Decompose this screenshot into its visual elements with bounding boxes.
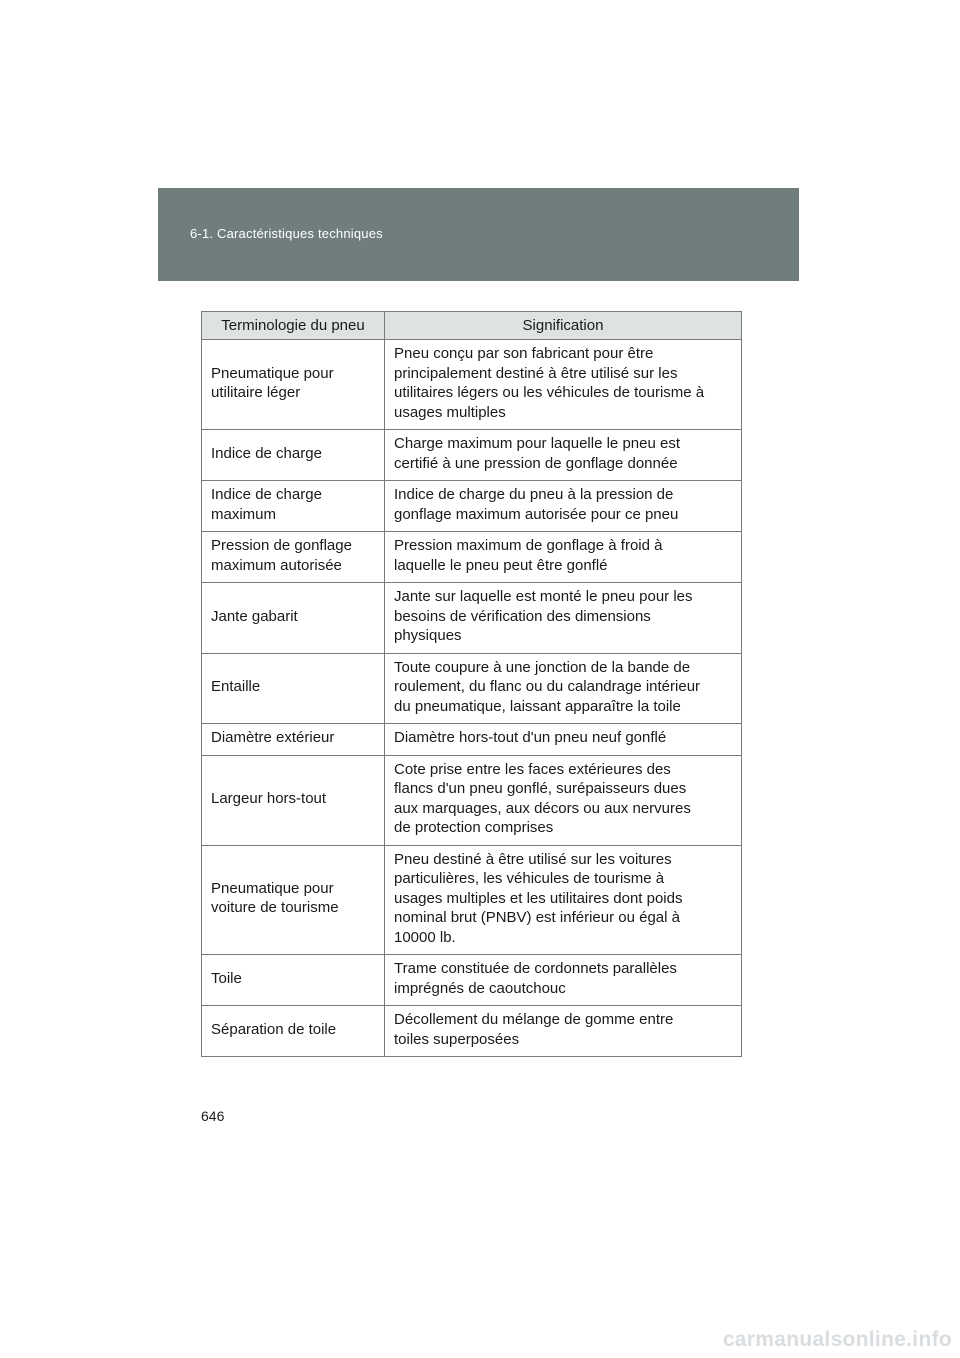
tire-terminology-table <box>201 311 742 1057</box>
table-row <box>202 955 742 1006</box>
column-header-meaning: Signification <box>385 312 742 340</box>
term-cell: Séparation de toile <box>202 1006 385 1057</box>
term-cell: Pneumatique pour voiture de tourisme <box>202 845 385 955</box>
meaning-cell: Cote prise entre les faces extérieures des flancs d'un pneu gonflé, surépaisseurs dues aux marquages, aux décors ou aux nervures de protection comprises <box>385 755 742 845</box>
term-cell: Pression de gonflage maximum autorisée <box>202 532 385 583</box>
meaning-cell: Charge maximum pour laquelle le pneu est certifié à une pression de gonflage donnée <box>385 430 742 481</box>
watermark-text: carmanualsonline.info <box>722 1328 952 1351</box>
table-header-row <box>202 312 742 340</box>
meaning-cell: Diamètre hors-tout d'un pneu neuf gonflé <box>385 724 742 756</box>
meaning-cell: Pneu conçu par son fabricant pour être principalement destiné à être utilisé sur les utilitaires légers ou les véhicules de tourisme à usages multiples <box>385 340 742 430</box>
meaning-cell: Jante sur laquelle est monté le pneu pour les besoins de vérification des dimensions physiques <box>385 583 742 654</box>
table-row <box>202 755 742 845</box>
table-row <box>202 340 742 430</box>
table-row <box>202 532 742 583</box>
column-header-term: Terminologie du pneu <box>202 312 385 340</box>
meaning-cell: Trame constituée de cordonnets parallèles imprégnés de caoutchouc <box>385 955 742 1006</box>
table-row <box>202 430 742 481</box>
term-cell: Largeur hors-tout <box>202 755 385 845</box>
table-body <box>202 340 742 1057</box>
page-number: 646 <box>201 1108 225 1124</box>
table-row <box>202 481 742 532</box>
meaning-cell: Pneu destiné à être utilisé sur les voitures particulières, les véhicules de tourisme à usages multiples et les utilitaires dont poids nominal brut (PNBV) est inférieur ou égal à 10000 lb. <box>385 845 742 955</box>
table-row <box>202 724 742 756</box>
table-row <box>202 845 742 955</box>
term-cell: Indice de charge maximum <box>202 481 385 532</box>
table-row <box>202 1006 742 1057</box>
term-cell: Toile <box>202 955 385 1006</box>
term-cell: Pneumatique pour utilitaire léger <box>202 340 385 430</box>
term-cell: Diamètre extérieur <box>202 724 385 756</box>
meaning-cell: Toute coupure à une jonction de la bande de roulement, du flanc ou du calandrage intérieur du pneumatique, laissant apparaître la toile <box>385 653 742 724</box>
watermark <box>710 1318 960 1358</box>
table-row <box>202 653 742 724</box>
meaning-cell: Décollement du mélange de gomme entre toiles superposées <box>385 1006 742 1057</box>
term-cell: Jante gabarit <box>202 583 385 654</box>
table-row <box>202 583 742 654</box>
meaning-cell: Indice de charge du pneu à la pression de gonflage maximum autorisée pour ce pneu <box>385 481 742 532</box>
term-cell: Entaille <box>202 653 385 724</box>
term-cell: Indice de charge <box>202 430 385 481</box>
meaning-cell: Pression maximum de gonflage à froid à laquelle le pneu peut être gonflé <box>385 532 742 583</box>
section-title: 6-1. Caractéristiques techniques <box>190 226 383 241</box>
section-header-band <box>158 188 799 281</box>
